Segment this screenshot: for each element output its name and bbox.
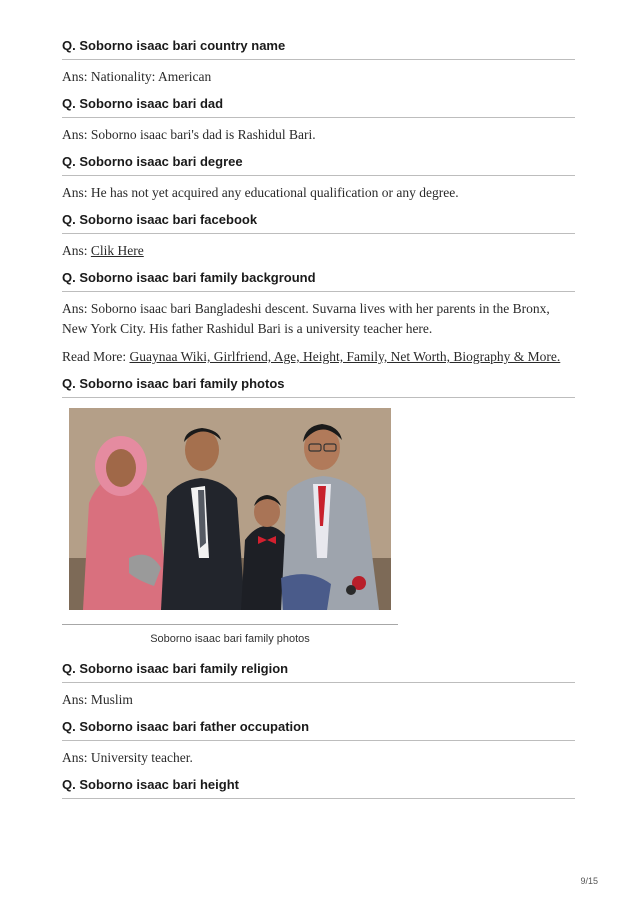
question-heading: Q. Soborno isaac bari country name [62, 38, 575, 60]
answer-prefix: Ans: [62, 243, 91, 258]
family-photo [69, 408, 391, 610]
answer-text: Ans: Soborno isaac bari Bangladeshi descent. Suvarna lives with her parents in the Bronx, New York City. His father Rashidul Bari is a university teacher here. [62, 301, 550, 336]
page-number: 9/15 [580, 876, 598, 886]
family-photo-figure [62, 408, 398, 645]
document-page [62, 38, 575, 799]
family-photo-illustration [69, 408, 391, 610]
question-heading: Q. Soborno isaac bari family religion [62, 661, 575, 683]
question-heading: Q. Soborno isaac bari facebook [62, 212, 575, 234]
answer-text: Ans: Muslim [62, 692, 133, 707]
read-more-link[interactable]: Guaynaa Wiki, Girlfriend, Age, Height, Family, Net Worth, Biography & More. [129, 349, 561, 364]
question-heading: Q. Soborno isaac bari father occupation [62, 719, 575, 741]
answer-text: Ans: He has not yet acquired any educational qualification or any degree. [62, 185, 459, 200]
photo-caption: Soborno isaac bari family photos [150, 633, 310, 645]
answer-text: Ans: Soborno isaac bari's dad is Rashidul Bari. [62, 127, 316, 142]
answer-text: Ans: Nationality: American [62, 69, 212, 84]
question-heading: Q. Soborno isaac bari degree [62, 154, 575, 176]
question-heading: Q. Soborno isaac bari dad [62, 96, 575, 118]
question-heading: Q. Soborno isaac bari height [62, 777, 575, 799]
question-heading: Q. Soborno isaac bari family background [62, 270, 575, 292]
caption-divider [62, 624, 398, 625]
read-more-prefix: Read More: [62, 349, 130, 364]
answer-text [62, 241, 575, 261]
read-more-text [62, 347, 575, 367]
question-heading: Q. Soborno isaac bari family photos [62, 376, 575, 398]
facebook-link[interactable]: Clik Here [90, 243, 144, 258]
answer-text: Ans: University teacher. [62, 750, 193, 765]
